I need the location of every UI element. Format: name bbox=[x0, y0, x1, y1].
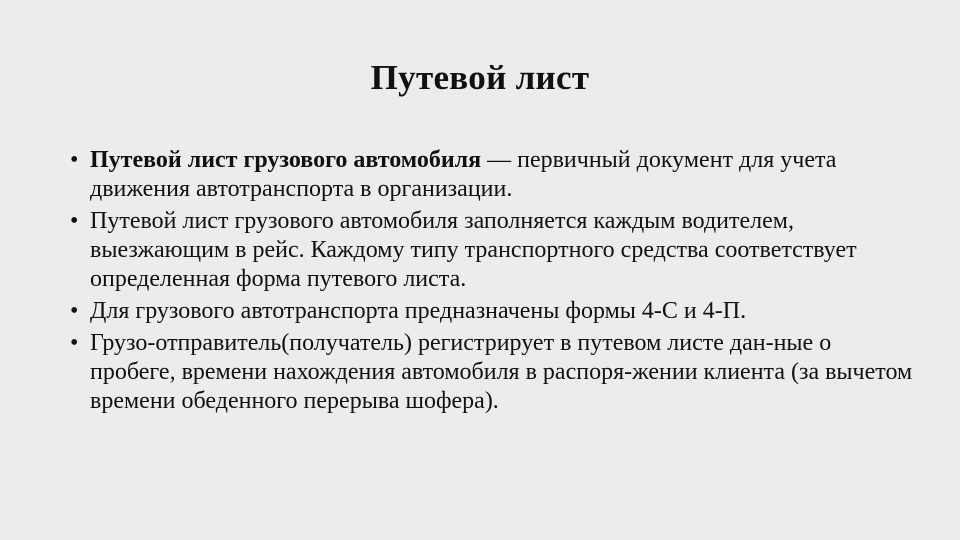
bullet-item bbox=[68, 329, 918, 416]
slide-title: Путевой лист bbox=[370, 58, 590, 97]
bullet-text: — первичный документ для учета движения автотранспорта в организации. bbox=[90, 147, 837, 202]
bullet-item bbox=[68, 297, 918, 326]
bullet-dot: • bbox=[70, 330, 79, 356]
bullet-item bbox=[68, 207, 918, 294]
bullet-text: Грузо-отправитель(получатель) регистрирует в путевом листе дан-ные о пробеге, времени нахождения автомобиля в распоря-жении клиента (за вычетом времени обеденного перерыва шофера). bbox=[90, 330, 913, 414]
bullet-dot: • bbox=[70, 147, 79, 173]
bullet-item bbox=[68, 146, 918, 204]
bullet-dot: • bbox=[70, 298, 79, 324]
bullet-dot: • bbox=[70, 208, 79, 234]
bullet-text: Путевой лист грузового автомобиля заполняется каждым водителем, выезжающим в рейс. Каждому типу транспортного средства соответствует определенная форма путевого листа. bbox=[90, 208, 857, 292]
bullet-text: Для грузового автотранспорта предназначены формы 4-С и 4-П. bbox=[90, 298, 747, 324]
bullet-bold-text: Путевой лист грузового автомобиля bbox=[90, 147, 482, 173]
bullet-list bbox=[68, 146, 918, 419]
